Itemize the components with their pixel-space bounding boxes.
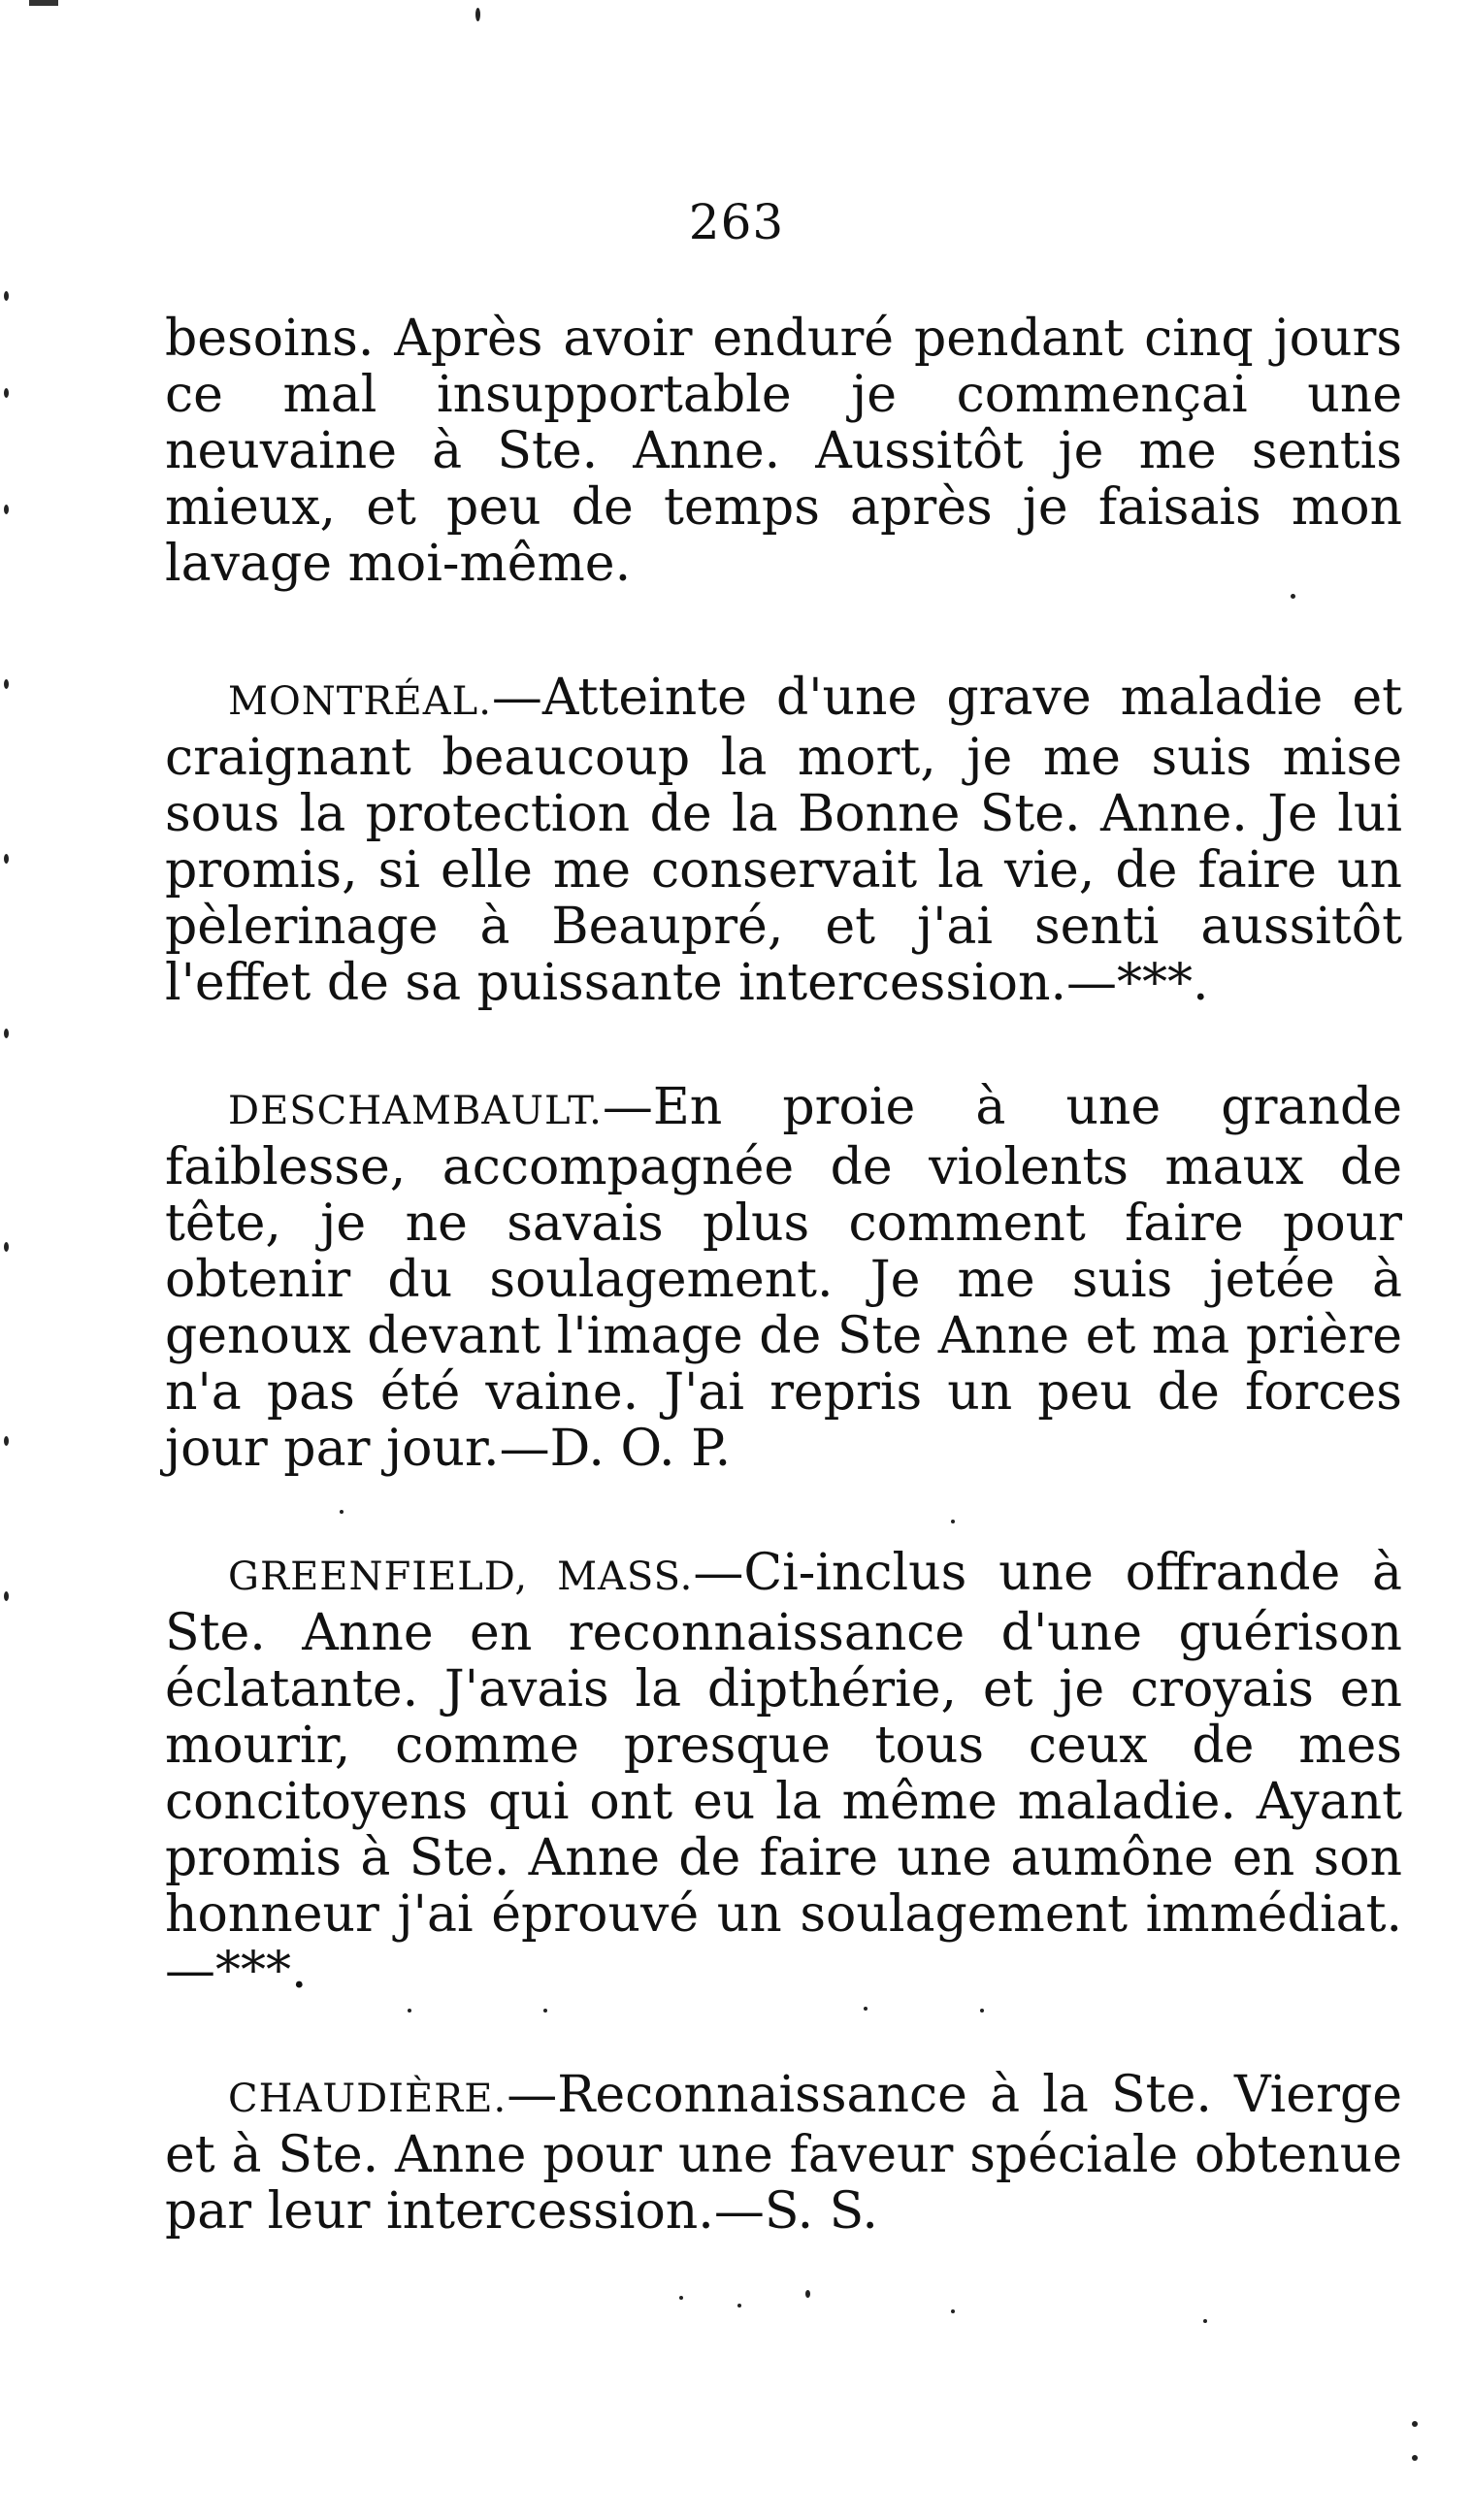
scan-speck: [980, 2009, 984, 2013]
scan-speck: [4, 854, 9, 864]
scan-speck: [4, 1029, 9, 1038]
scan-speck: [1203, 2319, 1207, 2323]
scan-speck: [4, 291, 9, 301]
scan-speck: [805, 2290, 810, 2298]
scan-speck: [864, 2007, 867, 2011]
scan-speck: [679, 2296, 683, 2300]
scan-speck: [408, 2009, 411, 2013]
testimony-greenfield: [165, 1545, 1402, 1999]
paragraph-text: —Atteinte d'une grave maladie et craignant beaucoup la mort, je me suis mise sous la protection de la Bonne Ste. Anne. Je lui promis, si elle me conservait la vie, de faire un pèlerinage à Beaupré, et j'ai senti aussitôt l'effet de sa puissante intercession.—***.: [165, 669, 1402, 1012]
paragraph-text: —En proie à une grande faiblesse, accompagnée de violents maux de tête, je ne savais plus comment faire pour obtenir du soulagement. Je me suis jetée à genoux devant l'image de Ste Anne et ma prière n'a pas été vaine. J'ai repris un peu de forces jour par jour.—D. O. P.: [165, 1078, 1402, 1478]
testimony-montreal: [165, 670, 1402, 1011]
place-heading: GREENFIELD, MASS.: [228, 1555, 694, 1599]
paragraph-text: —Reconnaissance à la Ste. Vierge et à Ste. Anne pour une faveur spéciale obtenue par leur intercession.—S. S.: [165, 2066, 1402, 2241]
scan-speck: [4, 1436, 9, 1446]
paragraph-continuation: [165, 311, 1402, 592]
scan-speck: [1412, 2455, 1418, 2461]
scan-speck: [1291, 594, 1295, 599]
scan-speck: [4, 1591, 9, 1601]
scan-speck: [475, 8, 480, 21]
scan-speck: [4, 1242, 9, 1252]
scan-speck: [737, 2304, 741, 2307]
scan-edge-mark: [29, 0, 58, 6]
paragraph-text: —Ci-inclus une offrande à Ste. Anne en reconnaissance d'une guérison éclatante. J'avais la dipthérie, et je croyais en mourir, comme presque tous ceux de mes concitoyens qui ont eu la même maladie. Ayant promis à Ste. Anne de faire une aumône en son honneur j'ai éprouvé un soulagement immédiat.—***.: [165, 1544, 1402, 2000]
place-heading: DESCHAMBAULT.: [228, 1089, 603, 1133]
place-heading: CHAUDIÈRE.: [228, 2077, 507, 2121]
scan-speck: [340, 1510, 344, 1514]
scan-speck: [543, 2009, 547, 2013]
page-number: 263: [688, 194, 785, 250]
place-heading: MONTRÉAL.: [228, 679, 492, 724]
scan-speck: [951, 1520, 955, 1523]
scan-speck: [4, 388, 9, 398]
paragraph-text: besoins. Après avoir enduré pendant cinq jours ce mal insupportable je commençai une neuvaine à Ste. Anne. Aussitôt je me sentis mieux, et peu de temps après je faisais mon lavage moi-même.: [165, 310, 1402, 593]
scan-speck: [1412, 2421, 1418, 2427]
scan-speck: [4, 679, 9, 689]
testimony-deschambault: [165, 1079, 1402, 1477]
scan-speck: [4, 505, 9, 514]
scan-speck: [951, 2309, 955, 2313]
testimony-chaudiere: [165, 2067, 1402, 2240]
